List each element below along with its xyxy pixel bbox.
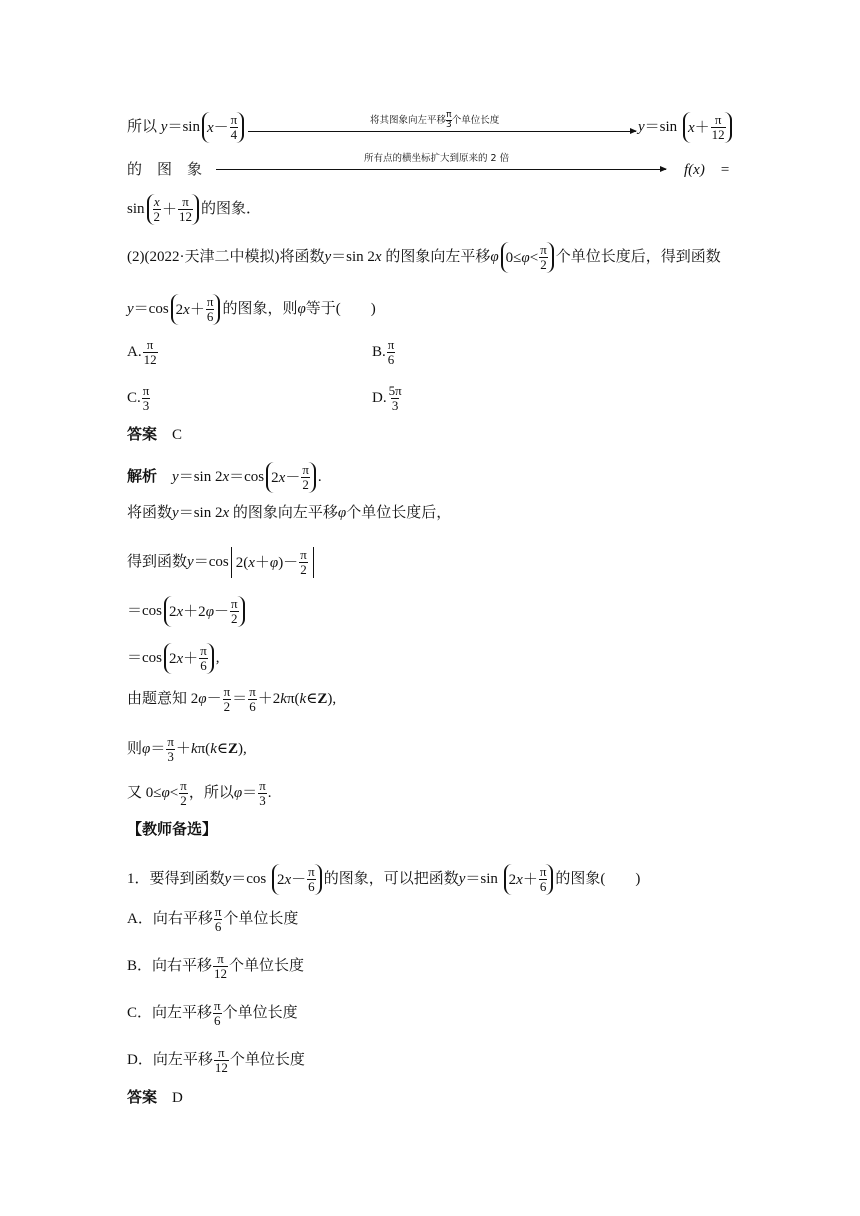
- transform-result-1: y＝sin x ＋ $\frac{\pi}{12}$: [638, 112, 734, 143]
- question-2-line-1: (2)(2022·天津二中模拟)将函数y＝sin 2x 的图象向左平移φ 0≤ φ < $\frac{\pi}{2}$ 个单位长度后，得到函数: [127, 242, 721, 272]
- transform-arrow-1: [248, 131, 636, 132]
- q1-option-d: D．向左平移 $\frac{\pi}{12}$ 个单位长度: [127, 1045, 305, 1075]
- q1-option-b: B．向右平移 $\frac{\pi}{12}$ 个单位长度: [127, 951, 305, 981]
- analysis-line-8: 又 0≤φ< $\frac{\pi}{2}$ ，所以φ＝ $\frac{\pi}{3}$ .: [127, 778, 272, 808]
- arrow-label-2: 所有点的横坐标扩大到原来的 2 倍: [364, 153, 510, 164]
- transform-line-3: sin $\frac{x}{2}$ ＋ $\frac{\pi}{12}$ 的图象．: [127, 194, 262, 224]
- transform-line-2: 的 图 象: [127, 162, 203, 178]
- text-prefix: 所以: [127, 118, 158, 135]
- q1-option-c: C．向左平移 $\frac{\pi}{6}$ 个单位长度: [127, 998, 298, 1028]
- answer-1: 答案 C: [127, 427, 183, 443]
- question-1: 1．要得到函数y＝cos 2 x － $\frac{\pi}{6}$ 的图象，可以把函数y＝sin 2 x ＋ $\frac{\pi}{6}$ 的图象( ): [127, 864, 641, 894]
- transform-line-1: 所以 y＝sin x － $\frac{\pi}{4}$: [127, 112, 246, 143]
- analysis-line-5: ＝cos 2 x ＋ $\frac{\pi}{6}$ ,: [127, 643, 220, 673]
- analysis-line-6: 由题意知 2φ－ $\frac{\pi}{2}$ ＝ $\frac{\pi}{6}$ ＋2kπ(k∈Z),: [127, 684, 337, 714]
- analysis-line-2: 将函数y＝sin 2x 的图象向左平移φ个单位长度后，: [127, 505, 452, 521]
- answer-2: 答案 D: [127, 1090, 183, 1106]
- option-c: C. $\frac{\pi}{3}$: [127, 383, 150, 413]
- teacher-section-title: 【教师备选】: [127, 822, 218, 838]
- q1-option-a: A．向右平移 $\frac{\pi}{6}$ 个单位长度: [127, 904, 299, 934]
- transform-arrow-2: [216, 169, 666, 170]
- option-b: B. $\frac{\pi}{6}$: [372, 337, 395, 367]
- paren-group: x － $\frac{\pi}{4}$: [202, 112, 244, 143]
- analysis-line-4: ＝cos 2 x ＋2 φ － $\frac{\pi}{2}$: [127, 596, 247, 627]
- question-2-line-2: y＝cos 2 x ＋ $\frac{\pi}{6}$ 的图象，则φ等于( ): [127, 294, 376, 324]
- transform-result-2: f(x) =: [684, 162, 730, 178]
- analysis-line-3: 得到函数y＝cos 2( x ＋ φ )－ $\frac{\pi}{2}$: [127, 547, 316, 578]
- analysis-line-1: 解析 y＝sin 2x＝cos 2 x － $\frac{\pi}{2}$ .: [127, 462, 322, 492]
- option-a: A. $\frac{\pi}{12}$: [127, 337, 157, 367]
- arrow-label-1: 将其图象向左平移 $\frac{\pi}{3}$ 个单位长度: [370, 110, 500, 130]
- analysis-line-7: 则φ＝ $\frac{\pi}{3}$ ＋kπ(k∈Z),: [127, 734, 247, 764]
- option-d: D. $\frac{5\pi}{3}$: [372, 383, 402, 413]
